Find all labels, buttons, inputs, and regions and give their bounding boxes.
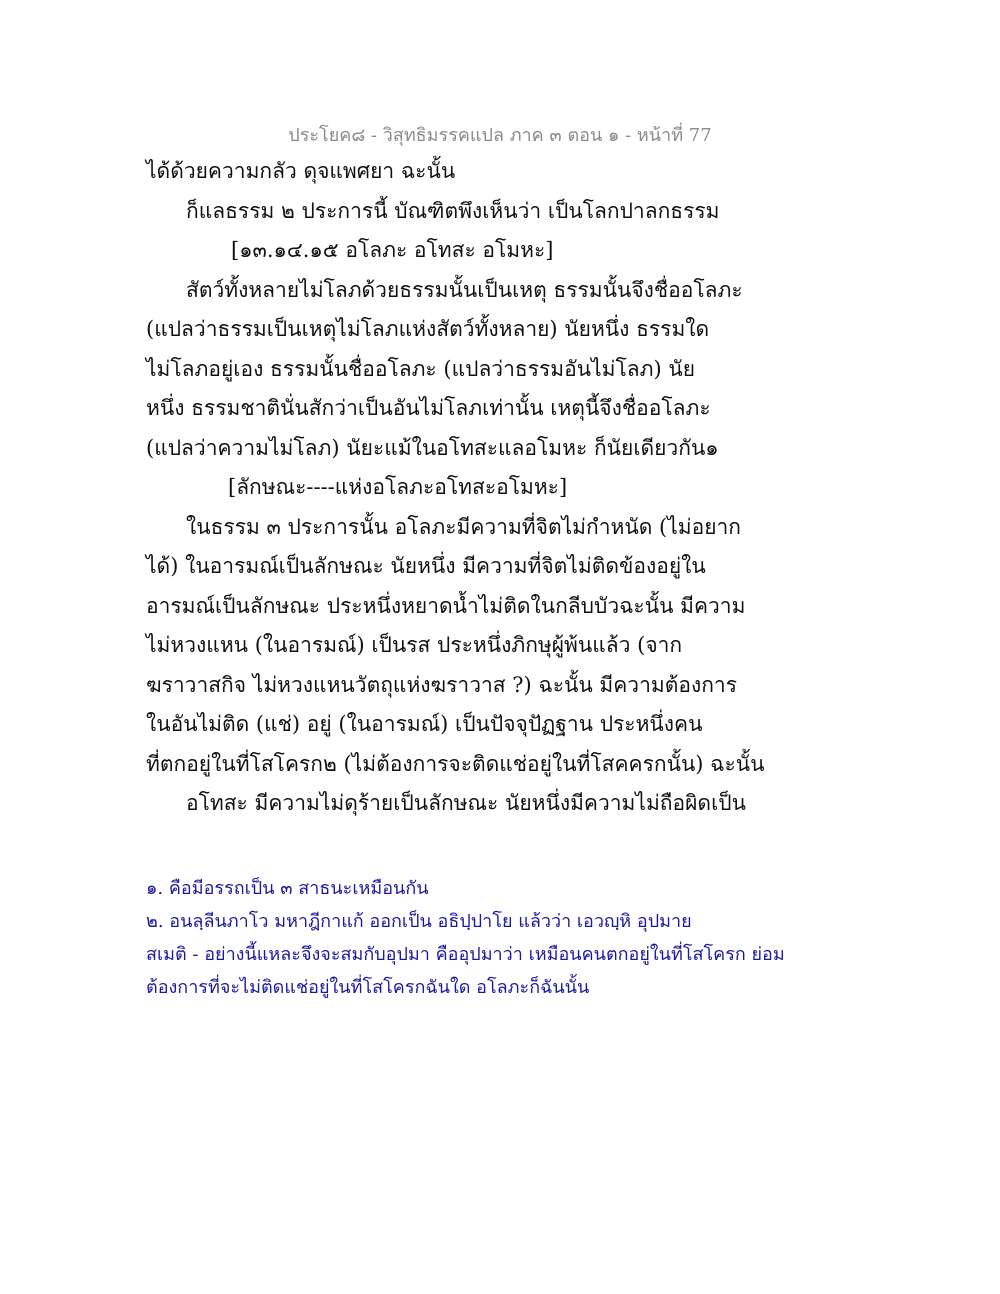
body-line: ที่ตกอยู่ในที่โสโครก๒ (ไม่ต้องการจะติดแช่อยู่ในที่โสคครกนั้น) ฉะนั้น: [146, 751, 765, 776]
footnote-line: ต้องการที่จะไม่ติดแช่อยู่ในที่โสโครกฉันใด อโลภะก็ฉันนั้น: [146, 977, 590, 998]
footnotes: [146, 872, 866, 1004]
body-line: อโทสะ มีความไม่ดุร้ายเป็นลักษณะ นัยหนึ่งมีความไม่ถือผิดเป็น: [186, 791, 746, 815]
body-line: (แปลว่าความไม่โลภ) นัยะแม้ในอโทสะแลอโมหะ ก็นัยเดียวกัน๑: [146, 435, 719, 460]
body-line: หนึ่ง ธรรมชาตินั่นสักว่าเป็นอันไม่โลภเท่านั้น เหตุนี้จึงชื่ออโลภะ: [146, 396, 711, 420]
body-line: ไม่หวงแหน (ในอารมณ์) เป็นรส ประหนึ่งภิกษุผู้พ้นแล้ว (จาก: [146, 633, 683, 657]
body-line: สัตว์ทั้งหลายไม่โลภด้วยธรรมนั้นเป็นเหตุ ธรรมนั้นจึงชื่ออโลภะ: [186, 277, 743, 302]
body-line: ในอันไม่ติด (แช่) อยู่ (ในอารมณ์) เป็นปัจจุปัฏฐาน ประหนึ่งคน: [146, 712, 703, 736]
body-line: ในธรรม ๓ ประการนั้น อโลภะมีความที่จิตไม่กำหนัด (ไม่อยาก: [186, 514, 742, 539]
body-line: ได้ด้วยความกลัว ดุจแพศยา ฉะนั้น: [146, 159, 456, 183]
section-heading: [๑๓.๑๔.๑๕ อโลภะ อโทสะ อโมหะ]: [231, 238, 554, 262]
body-line: ไม่โลภอยู่เอง ธรรมนั้นชื่ออโลภะ (แปลว่าธรรมอันไม่โลภ) นัย: [146, 356, 696, 381]
section-heading: [ลักษณะ----แห่งอโลภะอโทสะอโมหะ]: [228, 475, 568, 499]
body-line: ฆราวาสกิจ ไม่หวงแหนวัตถุแห่งฆราวาส ?) ฉะนั้น มีความต้องการ: [146, 672, 737, 697]
page-header: ประโยค๘ - วิสุทธิมรรคแปล ภาค ๓ ตอน ๑ - หน้าที่ 77: [288, 125, 712, 146]
footnote-line: ๑. คือมีอรรถเป็น ๓ สาธนะเหมือนกัน: [146, 878, 429, 899]
body-line: อารมณ์เป็นลักษณะ ประหนึ่งหยาดน้ำไม่ติดในกลีบบัวฉะนั้น มีความ: [146, 593, 746, 618]
body-text: [146, 152, 866, 824]
footnote-line: ๒. อนลฺลีนภาโว มหาฎีกาแก้ ออกเป็น อธิปฺปาโย แล้วว่า เอวญฺหิ อุปมาย: [146, 911, 692, 932]
body-line: ได้) ในอารมณ์เป็นลักษณะ นัยหนึ่ง มีความที่จิตไม่ติดข้องอยู่ใน: [146, 554, 706, 578]
body-line: (แปลว่าธรรมเป็นเหตุไม่โลภแห่งสัตว์ทั้งหลาย) นัยหนึ่ง ธรรมใด: [146, 317, 710, 341]
footnote-line: สเมติ - อย่างนี้แหละจึงจะสมกับอุปมา คืออุปมาว่า เหมือนคนตกอยู่ในที่โสโครก ย่อม: [146, 944, 785, 965]
body-line: ก็แลธรรม ๒ ประการนี้ บัณฑิตพึงเห็นว่า เป็นโลกปาลกธรรม: [186, 198, 720, 223]
